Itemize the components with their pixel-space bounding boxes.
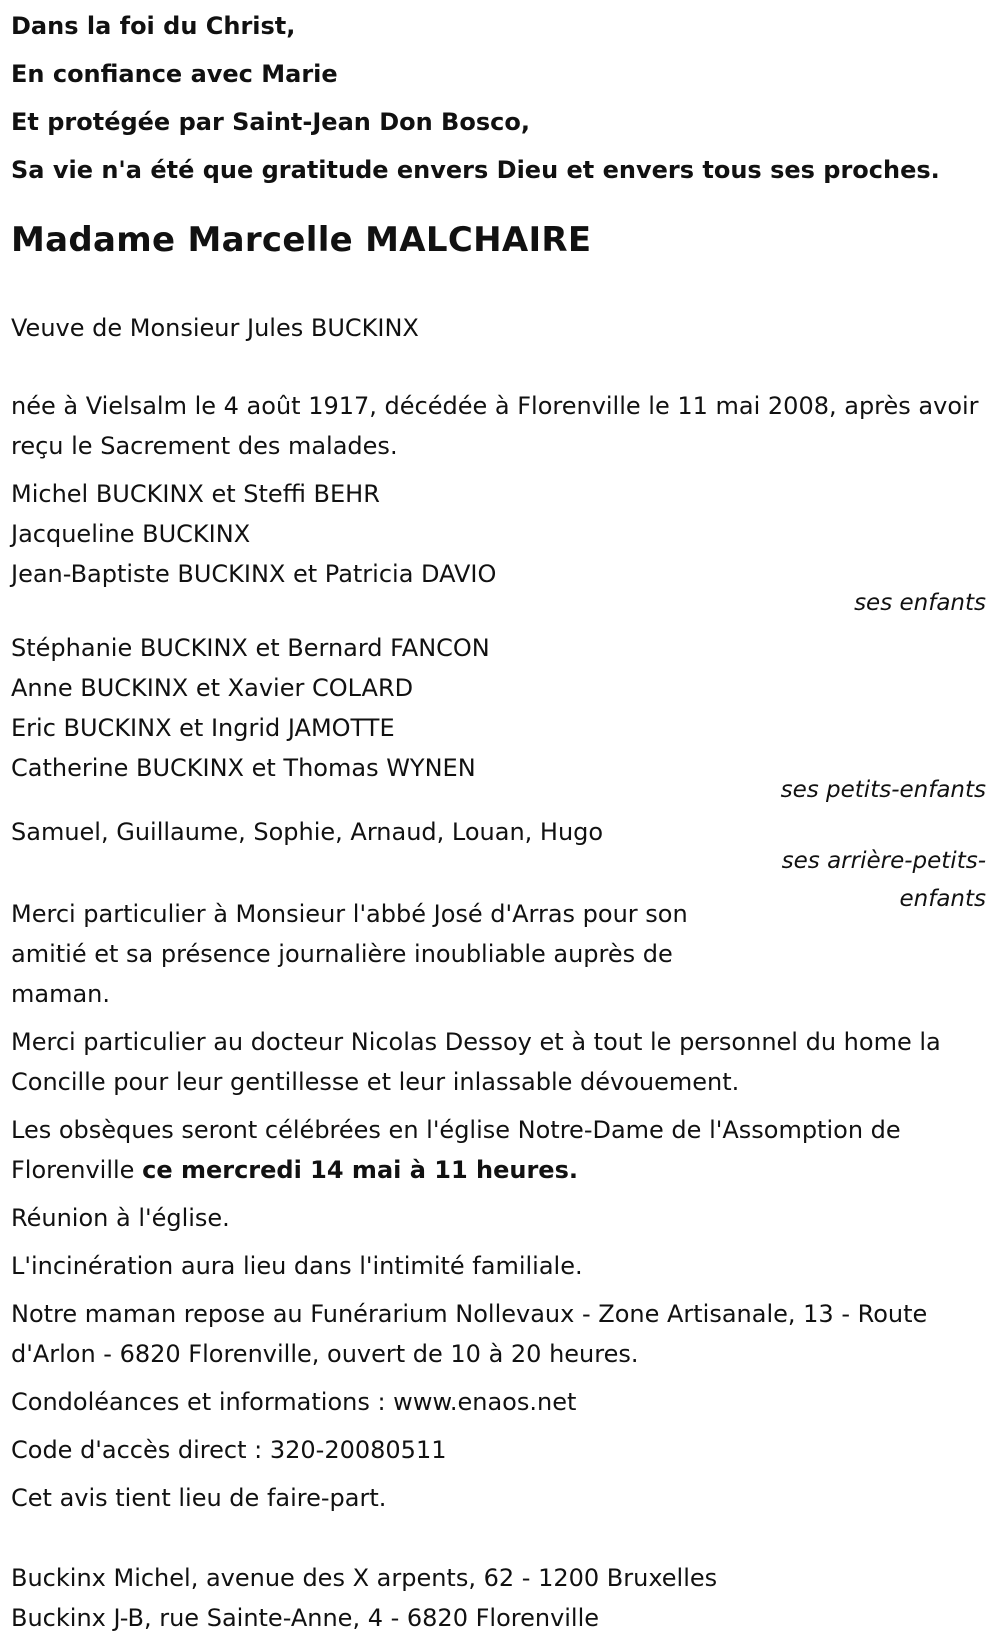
great-grandchildren-role-cont: enfants (899, 886, 986, 912)
thanks-priest-text: Merci particulier à Monsieur l'abbé José d'Arras pour son amitié et sa présence journalière inoubliable auprès de maman. (11, 900, 688, 1008)
funeral-text: Les obsèques seront célébrées en l'église Notre-Dame de l'Assomption de Florenville (11, 1116, 901, 1184)
grandchildren-role: ses petits-enfants (780, 777, 986, 803)
great-grandchildren-block (11, 812, 986, 918)
list-item: Jacqueline BUCKINX (11, 520, 251, 548)
funeral-home-line: Notre maman repose au Funérarium Nollevaux - Zone Artisanale, 13 - Route d'Arlon - 6820 Florenville, ouvert de 10 à 20 heures. (11, 1300, 928, 1368)
obituary-notice (11, 0, 986, 1638)
list-item: Jean-Baptiste BUCKINX et Patricia DAVIO (11, 560, 497, 588)
notice-line: Cet avis tient lieu de faire-part. (11, 1484, 387, 1512)
birth-death-line: née à Vielsalm le 4 août 1917, décédée à Florenville le 11 mai 2008, après avoir reçu le Sacrement des malades. (11, 392, 979, 460)
meeting-line: Réunion à l'église. (11, 1204, 230, 1232)
funeral-info (11, 1110, 986, 1190)
condolences-line: Condoléances et informations : www.enaos.net (11, 1388, 577, 1416)
list-item: Stéphanie BUCKINX et Bernard FANCON (11, 634, 490, 662)
grandchildren-list (11, 628, 986, 809)
children-list (11, 474, 986, 622)
list-item: Anne BUCKINX et Xavier COLARD (11, 674, 414, 702)
list-item: Eric BUCKINX et Ingrid JAMOTTE (11, 714, 395, 742)
great-grandchildren-role: ses arrière-petits- (781, 848, 986, 874)
intro-line: Sa vie n'a été que gratitude envers Dieu et envers tous ses proches. (11, 156, 940, 184)
list-item: Michel BUCKINX et Steffi BEHR (11, 480, 380, 508)
intro-line: En confiance avec Marie (11, 60, 338, 88)
cremation-line: L'incinération aura lieu dans l'intimité familiale. (11, 1252, 583, 1280)
thanks-doctor: Merci particulier au docteur Nicolas Dessoy et à tout le personnel du home la Concille pour leur gentillesse et leur inlassable dévouement. (11, 1028, 941, 1096)
address-line: Buckinx J-B, rue Sainte-Anne, 4 - 6820 Florenville (11, 1604, 600, 1632)
access-code-line: Code d'accès direct : 320-20080511 (11, 1436, 447, 1464)
deceased-name: Madame Marcelle MALCHAIRE (11, 220, 592, 260)
address-line: Buckinx Michel, avenue des X arpents, 62 - 1200 Bruxelles (11, 1564, 718, 1592)
children-role: ses enfants (854, 590, 986, 616)
widow-line: Veuve de Monsieur Jules BUCKINX (11, 314, 419, 342)
list-item: Catherine BUCKINX et Thomas WYNEN (11, 754, 476, 782)
family-addresses (11, 1558, 986, 1638)
religious-intro (11, 0, 986, 194)
great-grandchildren-list: Samuel, Guillaume, Sophie, Arnaud, Louan, Hugo (11, 818, 604, 846)
intro-line: Dans la foi du Christ, (11, 12, 296, 40)
funeral-date: ce mercredi 14 mai à 11 heures. (142, 1156, 578, 1184)
intro-line: Et protégée par Saint-Jean Don Bosco, (11, 108, 530, 136)
